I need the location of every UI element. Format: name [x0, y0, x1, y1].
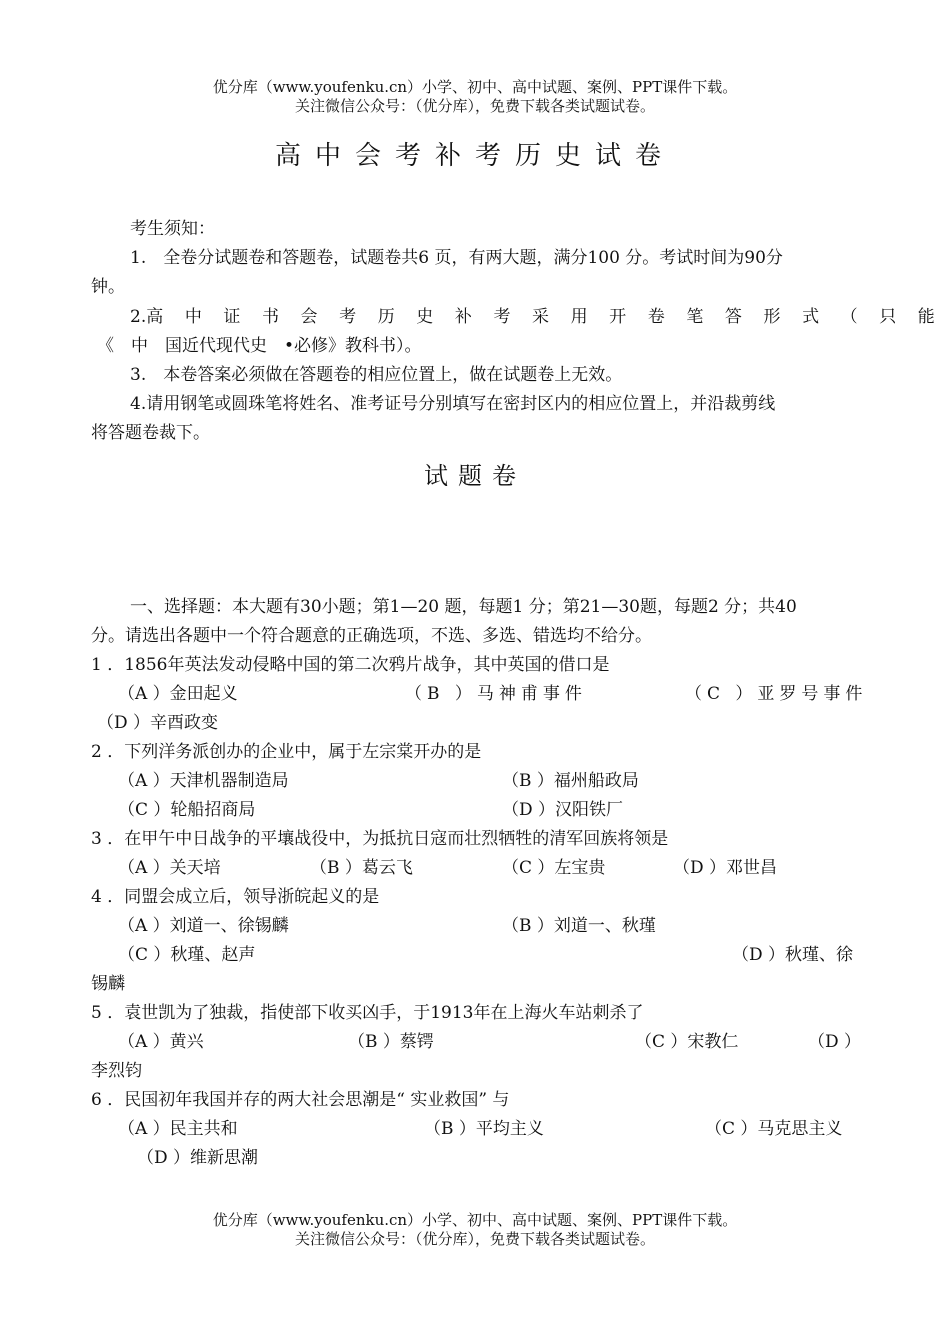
- question-6-option-c: （C ）马克思主义: [705, 1119, 843, 1139]
- notice-item-1: 1. 全卷分试题卷和答题卷，试题卷共6 页，有两大题，满分100 分。考试时间为90分: [130, 248, 783, 268]
- question-1-option-d: （D ）辛酉政变: [97, 713, 219, 733]
- part1-intro: 一、选择题：本大题有30小题；第1—20 题，每题1 分；第21—30题，每题2 分；共40: [130, 597, 797, 617]
- footer-line-1: 优分库（www.youfenku.cn）小学、初中、高中试题、案例、PPT课件下载。: [212, 1211, 738, 1229]
- question-6-option-d: （D ）维新思潮: [137, 1148, 259, 1168]
- question-3-option-c: （C ）左宝贵: [502, 858, 606, 878]
- notice-item-3: 3. 本卷答案必须做在答题卷的相应位置上，做在试题卷上无效。: [130, 365, 623, 385]
- section-title: 试题卷: [424, 462, 526, 490]
- footer-line-2: 关注微信公众号：（优分库），免费下载各类试题试卷。: [294, 1230, 655, 1248]
- notice-item-1-cont: 钟。: [91, 277, 125, 297]
- question-5-option-d-cont: 李烈钧: [91, 1061, 142, 1081]
- question-4-stem: 4 ．同盟会成立后，领导浙皖起义的是: [91, 887, 380, 907]
- question-1-option-b: （B ）马神甫事件: [405, 684, 587, 704]
- question-6-option-b: （B ）平均主义: [424, 1119, 544, 1139]
- question-4-option-d: （D ）秋瑾、徐: [732, 945, 854, 965]
- question-5-option-d: （D ）: [808, 1032, 862, 1052]
- question-2-option-a: （A ）天津机器制造局: [118, 771, 289, 791]
- question-2-stem: 2 ．下列洋务派创办的企业中，属于左宗棠开办的是: [91, 742, 482, 762]
- question-2-option-d: （D ）汉阳铁厂: [502, 800, 624, 820]
- notice-item-4-cont: 将答题卷裁下。: [91, 423, 210, 443]
- notice-heading: 考生须知：: [130, 219, 215, 239]
- question-4-option-a: （A ）刘道一、徐锡麟: [118, 916, 289, 936]
- question-1-option-a: （A ）金田起义: [118, 684, 238, 704]
- question-1-stem: 1 ．1856年英法发动侵略中国的第二次鸦片战争，其中英国的借口是: [91, 655, 610, 675]
- question-5-option-b: （B ）蔡锷: [348, 1032, 434, 1052]
- notice-item-4: 4.请用钢笔或圆珠笔将姓名、准考证号分别填写在密封区内的相应位置上，并沿裁剪线: [130, 394, 776, 414]
- question-3-option-d: （D ）邓世昌: [673, 858, 778, 878]
- question-5-option-c: （C ）宋教仁: [635, 1032, 739, 1052]
- part1-intro-cont: 分。请选出各题中一个符合题意的正确选项，不选、多选、错选均不给分。: [91, 626, 652, 646]
- question-1-option-c: （C ）亚罗号事件: [685, 684, 868, 704]
- header-line-1: 优分库（www.youfenku.cn）小学、初中、高中试题、案例、PPT课件下载。: [212, 78, 738, 96]
- question-2-option-c: （C ）轮船招商局: [118, 800, 256, 820]
- question-5-option-a: （A ）黄兴: [118, 1032, 204, 1052]
- question-3-option-b: （B ）葛云飞: [310, 858, 413, 878]
- question-4-option-b: （B ）刘道一、秋瑾: [502, 916, 656, 936]
- question-6-stem: 6 ．民国初年我国并存的两大社会思潮是“ 实业救国” 与: [91, 1090, 510, 1110]
- notice-item-2: 2.高 中 证 书 会 考 历 史 补 考 采 用 开 卷 笔 答 形 式 （ 只 能: [130, 307, 935, 327]
- question-4-option-d-cont: 锡麟: [91, 974, 125, 994]
- header-line-2: 关注微信公众号：（优分库），免费下载各类试题试卷。: [294, 97, 655, 115]
- notice-item-2-cont: 《 中 国近代现代史 •必修》教科书）。: [97, 336, 422, 356]
- page-title: 高中会考补考历史试卷: [274, 141, 675, 171]
- question-3-option-a: （A ）关天培: [118, 858, 221, 878]
- question-2-option-b: （B ）福州船政局: [502, 771, 639, 791]
- question-3-stem: 3 ．在甲午中日战争的平壤战役中，为抵抗日寇而壮烈牺牲的清军回族将领是: [91, 829, 669, 849]
- question-4-option-c: （C ）秋瑾、赵声: [118, 945, 256, 965]
- question-6-option-a: （A ）民主共和: [118, 1119, 238, 1139]
- question-5-stem: 5 ．袁世凯为了独裁，指使部下收买凶手，于1913年在上海火车站刺杀了: [91, 1003, 644, 1023]
